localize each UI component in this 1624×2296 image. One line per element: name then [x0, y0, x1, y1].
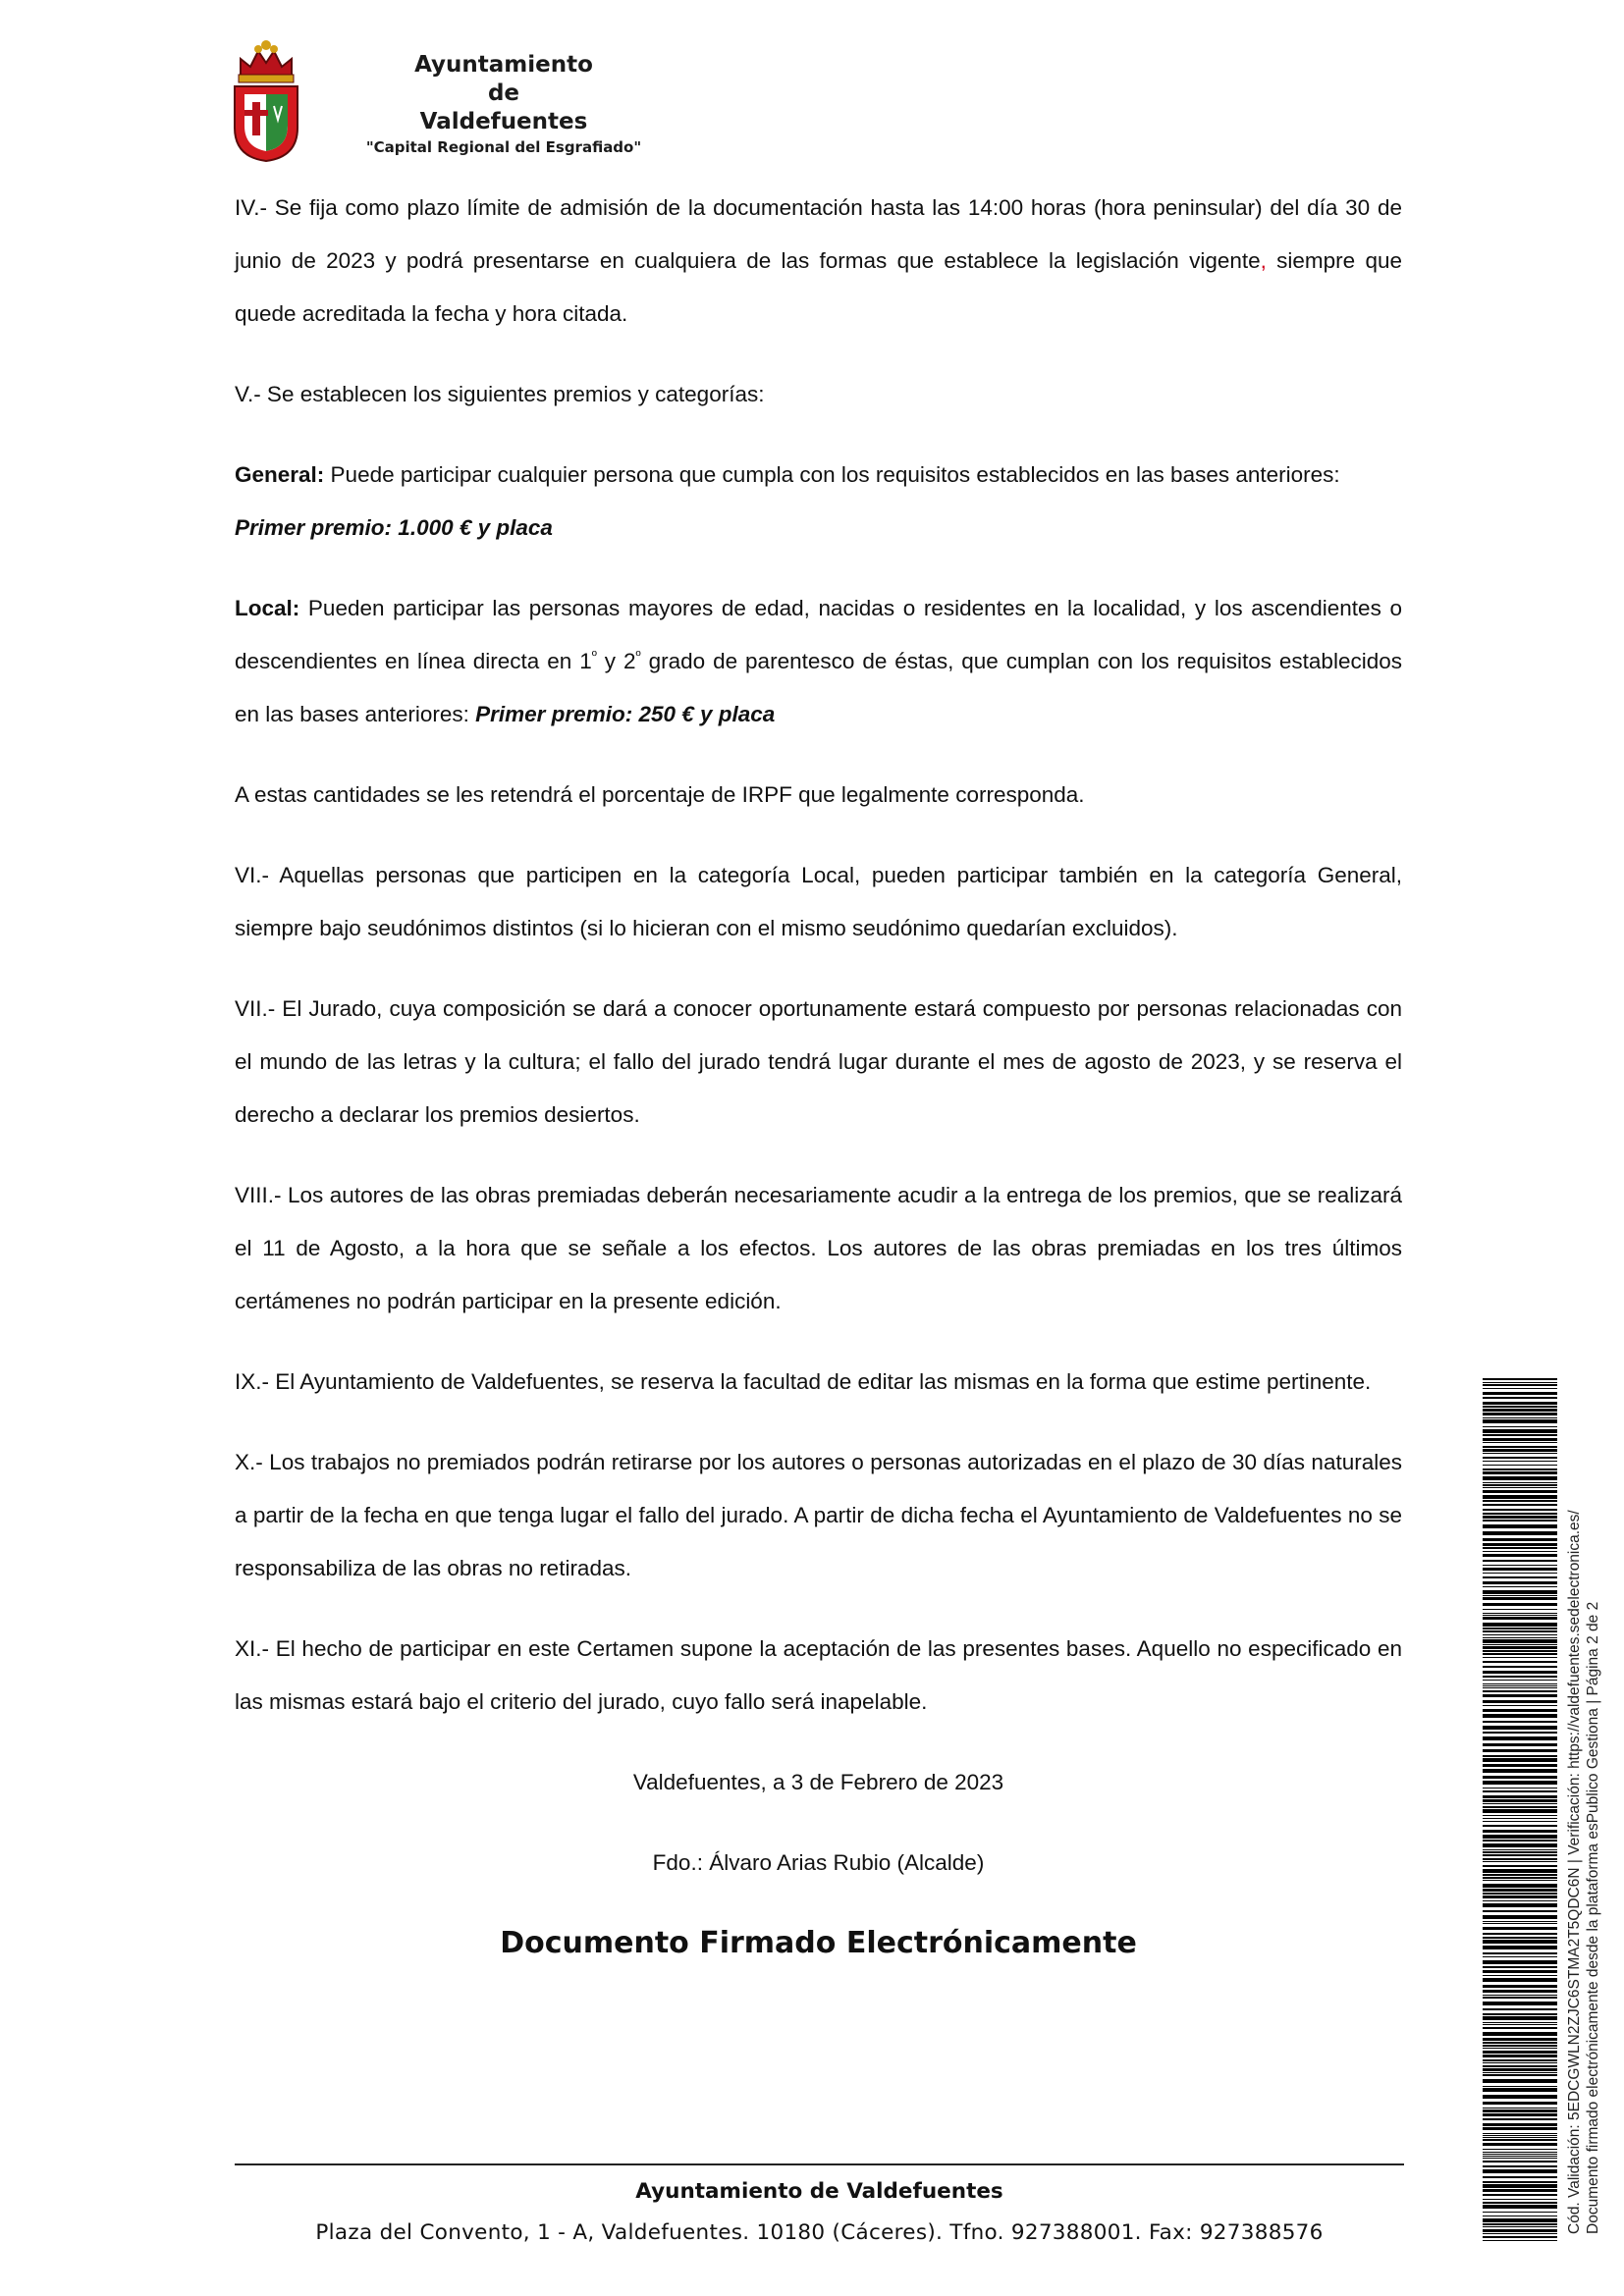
barcode-bar: [1483, 2055, 1557, 2057]
barcode-bar: [1483, 1554, 1557, 1557]
barcode-bar: [1483, 1504, 1557, 1506]
barcode-bar: [1483, 1413, 1557, 1415]
barcode-bar: [1483, 1910, 1557, 1912]
paragraph-x: X.- Los trabajos no premiados podrán retirarse por los autores o personas autorizadas en el plazo de 30 días naturales a partir de la fecha en que tenga lugar el fallo del jurado. A partir de dicha fecha el Ayuntamiento de Valdefuentes no se responsabiliza de las obras no retiradas.: [235, 1450, 1402, 1580]
barcode-bar: [1483, 1468, 1557, 1470]
signature-line: Fdo.: Álvaro Arias Rubio (Alcalde): [652, 1850, 985, 1875]
barcode-bar: [1483, 1933, 1557, 1935]
barcode-bar: [1483, 1573, 1557, 1574]
barcode-bar: [1483, 1700, 1557, 1703]
barcode-bar: [1483, 1923, 1557, 1924]
letterhead-slogan: "Capital Regional del Esgrafiado": [365, 138, 642, 156]
barcode-bar: [1483, 1513, 1557, 1515]
barcode-bar: [1483, 1453, 1557, 1454]
barcode-bar: [1483, 1799, 1557, 1802]
paragraph-iv-text: IV.- Se fija como plazo límite de admisión de la documentación hasta las 14:00 horas (hora peninsular) del día 30 de junio de 2023 y podrá presentarse en cualquiera de las formas que establece la legislación vigente: [235, 195, 1402, 273]
barcode-bar: [1483, 1442, 1557, 1443]
barcode-bar: [1483, 1956, 1557, 1957]
barcode-bar: [1483, 1854, 1557, 1856]
barcode-bar: [1483, 1613, 1557, 1614]
barcode-bar: [1483, 1758, 1557, 1762]
barcode-bar: [1483, 1409, 1557, 1412]
paragraph-vii: VII.- El Jurado, cuya composición se dará a conocer oportunamente estará compuesto por personas relacionadas con el mundo de las letras y la cultura; el fallo del jurado tendrá lugar durante el mes de agosto de 2023, y se reserva el derecho a declarar los premios desiertos.: [235, 996, 1402, 1127]
barcode-bar: [1483, 2045, 1557, 2047]
barcode-bar: [1483, 1861, 1557, 1862]
validation-text: [1565, 1510, 1602, 2234]
barcode-bar: [1483, 1500, 1557, 1502]
barcode-bar: [1483, 2158, 1557, 2159]
document-body: [235, 182, 1402, 1970]
barcode-bar: [1483, 2051, 1557, 2054]
barcode-bar: [1483, 1776, 1557, 1779]
barcode-bar: [1483, 1560, 1557, 1562]
paragraph-vi: VI.- Aquellas personas que participen en la categoría Local, pueden participar también en la categoría General, siempre bajo seudónimos distintos (si lo hicieran con el mismo seudónimo quedarían excluidos).: [235, 863, 1402, 940]
barcode-bar: [1483, 2027, 1557, 2029]
barcode-bar: [1483, 1551, 1557, 1552]
barcode-bar: [1483, 2202, 1557, 2204]
barcode-bar: [1483, 1597, 1557, 1600]
barcode-bar: [1483, 1726, 1557, 1730]
red-comma: ,: [1260, 248, 1267, 273]
paragraph-local: [235, 582, 1402, 741]
local-text-3: grado de parentesco de éstas, que cumplan con los requisitos establecidos en las bases anteriores:: [235, 649, 1402, 726]
barcode-bar: [1483, 2042, 1557, 2044]
barcode-bar: [1483, 2022, 1557, 2023]
barcode-bar: [1483, 1382, 1557, 1383]
barcode-bar: [1483, 1617, 1557, 1620]
barcode-bar: [1483, 2236, 1557, 2238]
barcode-bar: [1483, 1646, 1557, 1649]
barcode-bar: [1483, 1806, 1557, 1808]
barcode-bar: [1483, 1637, 1557, 1638]
barcode-bar: [1483, 1997, 1557, 1999]
barcode-bar: [1483, 1893, 1557, 1895]
local-text: Pueden participar las personas mayores de edad, nacidas o residentes en la localidad, y los ascendientes o descendientes en línea directa en 1: [235, 596, 1402, 673]
barcode-bar: [1483, 1830, 1557, 1833]
paragraph-iv-text-end: siempre que quede acreditada la fecha y hora citada.: [235, 248, 1402, 326]
barcode-bar: [1483, 1495, 1557, 1499]
barcode-bar: [1483, 2156, 1557, 2157]
barcode-bar: [1483, 2032, 1557, 2036]
barcode-bar: [1483, 1449, 1557, 1452]
barcode-bar: [1483, 1978, 1557, 1982]
paragraph-general: [235, 449, 1402, 555]
barcode-bar: [1483, 2127, 1557, 2130]
barcode-bar: [1483, 2108, 1557, 2109]
barcode-bar: [1483, 2223, 1557, 2225]
barcode-bar: [1483, 1849, 1557, 1850]
barcode-bar: [1483, 1547, 1557, 1549]
barcode-bar: [1483, 1568, 1557, 1571]
barcode-bar: [1483, 1874, 1557, 1876]
barcode-bar: [1483, 2189, 1557, 2192]
barcode-bar: [1483, 1940, 1557, 1944]
barcode-bar: [1483, 1915, 1557, 1919]
barcode-bar: [1483, 2002, 1557, 2005]
barcode-bar: [1483, 1524, 1557, 1528]
barcode-bar: [1483, 2139, 1557, 2141]
barcode-bar: [1483, 2137, 1557, 2138]
barcode-bar: [1483, 1809, 1557, 1813]
barcode-bar: [1483, 2194, 1557, 2196]
barcode-bar: [1483, 1795, 1557, 1798]
general-prize: Primer premio: 1.000 € y placa: [235, 515, 553, 540]
barcode-bar: [1483, 1788, 1557, 1789]
barcode-bar: [1483, 1858, 1557, 1860]
local-superscript-2: º: [635, 647, 641, 664]
barcode-bar: [1483, 1538, 1557, 1541]
barcode-bar: [1483, 1650, 1557, 1652]
barcode-bar: [1483, 1438, 1557, 1441]
barcode-bar: [1483, 2088, 1557, 2092]
barcode-bar: [1483, 2059, 1557, 2061]
barcode-bar: [1483, 2199, 1557, 2200]
barcode-bar: [1483, 1705, 1557, 1706]
barcode-bar: [1483, 2212, 1557, 2213]
barcode-bar: [1483, 1476, 1557, 1480]
barcode-bar: [1483, 1397, 1557, 1399]
barcode-bar: [1483, 1903, 1557, 1907]
paragraph-viii: VIII.- Los autores de las obras premiadas deberán necesariamente acudir a la entrega de los premios, que se realizará el 11 de Agosto, a la hora que se señale a los efectos. Los autores de las obras premiadas en los tres últimos certámenes no podrán participar en la presente edición.: [235, 1183, 1402, 1313]
barcode-bar: [1483, 1877, 1557, 1879]
barcode-bar: [1483, 1615, 1557, 1616]
barcode-bar: [1483, 1446, 1557, 1448]
barcode-bar: [1483, 1683, 1557, 1684]
paragraph-iv: [235, 182, 1402, 341]
footer: [235, 2171, 1404, 2254]
barcode-bar: [1483, 1490, 1557, 1493]
footer-name: Ayuntamiento de Valdefuentes: [635, 2179, 1003, 2204]
barcode-bar: [1483, 1966, 1557, 1968]
validation-line2: Documento firmado electrónicamente desde la plataforma esPublico Gestiona | Página 2 de 2: [1585, 1601, 1601, 2234]
barcode-bar: [1483, 1482, 1557, 1483]
paragraph-irpf: A estas cantidades se les retendrá el porcentaje de IRPF que legalmente corresponda.: [235, 782, 1085, 807]
barcode-bar: [1483, 1970, 1557, 1973]
barcode-bar: [1483, 1471, 1557, 1474]
barcode-bar: [1483, 1865, 1557, 1867]
letterhead-line3: Valdefuentes: [419, 109, 588, 134]
barcode-bar: [1483, 2118, 1557, 2120]
barcode-bar: [1483, 1581, 1557, 1584]
barcode-bar: [1483, 2161, 1557, 2163]
barcode-bar: [1483, 1764, 1557, 1767]
barcode-bar: [1483, 1714, 1557, 1718]
barcode-bar: [1483, 1749, 1557, 1752]
barcode-bar: [1483, 1781, 1557, 1785]
barcode-bar: [1483, 1666, 1557, 1668]
barcode-bar: [1483, 1790, 1557, 1792]
barcode-bar: [1483, 1736, 1557, 1740]
barcode-bar: [1483, 2165, 1557, 2167]
barcode-bar: [1483, 1457, 1557, 1459]
barcode-bar: [1483, 1937, 1557, 1939]
barcode-bar: [1483, 1543, 1557, 1546]
barcode-bar: [1483, 1818, 1557, 1819]
barcode-bar: [1483, 1825, 1557, 1827]
barcode-bar: [1483, 1623, 1557, 1627]
local-label: Local:: [235, 596, 300, 620]
barcode-bar: [1483, 1644, 1557, 1645]
barcode-bar: [1483, 2176, 1557, 2178]
barcode-bar: [1483, 2143, 1557, 2146]
barcode-bar: [1483, 1402, 1557, 1405]
letterhead-line1: Ayuntamiento: [414, 52, 593, 78]
barcode-bar: [1483, 2065, 1557, 2067]
barcode-bar: [1483, 2135, 1557, 2136]
barcode-bar: [1483, 2205, 1557, 2209]
place-date: Valdefuentes, a 3 de Febrero de 2023: [632, 1770, 1004, 1794]
barcode-bar: [1483, 2048, 1557, 2049]
barcode-bar: [1483, 1657, 1557, 1658]
barcode-bar: [1483, 1509, 1557, 1511]
barcode-bar: [1483, 2233, 1557, 2234]
barcode-bar: [1483, 1946, 1557, 1949]
barcode-bar: [1483, 2102, 1557, 2105]
validation-strip: [1483, 1378, 1624, 2242]
barcode-bar: [1483, 1732, 1557, 1734]
barcode-bar: [1483, 1630, 1557, 1632]
barcode-bar: [1483, 2038, 1557, 2041]
barcode-bar: [1483, 1388, 1557, 1389]
local-text-2: y 2: [596, 649, 636, 673]
barcode-bar: [1483, 1803, 1557, 1804]
barcode-bar: [1483, 2229, 1557, 2232]
barcode-bar: [1483, 1565, 1557, 1566]
barcode-bar: [1483, 1406, 1557, 1408]
barcode-bar: [1483, 1821, 1557, 1822]
barcode-bar: [1483, 1743, 1557, 1746]
barcode-bar: [1483, 1843, 1557, 1847]
barcode-bar: [1483, 1990, 1557, 1993]
barcode-bar: [1483, 1516, 1557, 1519]
barcode-bar: [1483, 1461, 1557, 1462]
barcode-bar: [1483, 2169, 1557, 2173]
barcode-bar: [1483, 1434, 1557, 1436]
local-superscript-1: º: [591, 647, 597, 664]
barcode-bar: [1483, 1880, 1557, 1881]
barcode-bar: [1483, 1680, 1557, 1681]
barcode-bar: [1483, 2149, 1557, 2150]
barcode-bar: [1483, 1889, 1557, 1892]
barcode-bar: [1483, 2062, 1557, 2063]
barcode-bar: [1483, 1755, 1557, 1757]
barcode-bar: [1483, 2123, 1557, 2126]
footer-address: Plaza del Convento, 1 - A, Valdefuentes. 10180 (Cáceres). Tfno. 927388001. Fax: 927388576: [315, 2220, 1324, 2245]
barcode-bar: [1483, 1426, 1557, 1427]
barcode-bar: [1483, 1603, 1557, 1606]
paragraph-xi: XI.- El hecho de participar en este Certamen supone la aceptación de las presentes bases. Aquello no especificado en las mismas estará bajo el criterio del jurado, cuyo fallo será inapelable.: [235, 1636, 1402, 1714]
barcode-bar: [1483, 2013, 1557, 2015]
barcode-bar: [1483, 1835, 1557, 1839]
barcode-bar: [1483, 2113, 1557, 2116]
barcode-bar: [1483, 1609, 1557, 1610]
barcode-bar: [1483, 2218, 1557, 2222]
barcode-bar: [1483, 1721, 1557, 1723]
coat-of-arms-logo: [231, 37, 301, 163]
barcode-bar: [1483, 2016, 1557, 2020]
barcode-bar: [1483, 1586, 1557, 1587]
barcode-bar: [1483, 1840, 1557, 1842]
barcode-bar: [1483, 2079, 1557, 2083]
general-label: General:: [235, 462, 325, 487]
barcode-bar: [1483, 1985, 1557, 1988]
barcode-bar: [1483, 1927, 1557, 1930]
validation-line1: Cód. Validación: 5EDCGWLN2ZJC6STMA2T5QDC6N | Verificación: https://valdefuentes.sedelectronica.es/: [1566, 1510, 1583, 2234]
barcode-bar: [1483, 2152, 1557, 2153]
local-prize: Primer premio: 250 € y placa: [475, 702, 776, 726]
barcode-bar: [1483, 1921, 1557, 1922]
barcode-bar: [1483, 2240, 1557, 2241]
barcode-bar: [1483, 1769, 1557, 1773]
barcode-bar: [1483, 1429, 1557, 1433]
barcode-bar: [1483, 2095, 1557, 2099]
barcode-bar: [1483, 1484, 1557, 1486]
letterhead-line2: de: [487, 80, 520, 106]
barcode-bar: [1483, 2184, 1557, 2188]
barcode-bar: [1483, 1378, 1557, 1380]
barcode-bar: [1483, 1595, 1557, 1596]
barcode-bar: [1483, 1869, 1557, 1873]
barcode-bar: [1483, 1487, 1557, 1488]
barcode-bar: [1483, 2109, 1557, 2112]
barcode-bar: [1483, 1952, 1557, 1954]
barcode-bar: [1483, 1671, 1557, 1674]
barcode-bar: [1483, 2008, 1557, 2010]
barcode-bar: [1483, 1995, 1557, 1996]
barcode-bar: [1483, 2068, 1557, 2071]
letterhead-text: [347, 51, 661, 156]
barcode-bar: [1483, 2133, 1557, 2134]
paragraph-ix: IX.- El Ayuntamiento de Valdefuentes, se reserva la facultad de editar las mismas en la forma que estime pertinente.: [235, 1369, 1372, 1394]
barcode-bar: [1483, 1628, 1557, 1629]
barcode-bar: [1483, 2024, 1557, 2025]
signed-notice: Documento Firmado Electrónicamente: [500, 1926, 1137, 1960]
footer-divider: [235, 2163, 1404, 2165]
barcode-bar: [1483, 2086, 1557, 2087]
barcode-bar: [1483, 2074, 1557, 2076]
barcode-bar: [1483, 1465, 1557, 1466]
barcode: [1483, 1378, 1557, 2242]
barcode-bar: [1483, 2072, 1557, 2073]
barcode-bar: [1483, 1634, 1557, 1635]
barcode-bar: [1483, 1392, 1557, 1395]
barcode-bar: [1483, 1690, 1557, 1692]
barcode-bar: [1483, 1417, 1557, 1418]
barcode-bar: [1483, 1520, 1557, 1522]
barcode-bar: [1483, 1576, 1557, 1578]
barcode-bar: [1483, 1960, 1557, 1964]
barcode-bar: [1483, 1590, 1557, 1594]
barcode-bar: [1483, 1884, 1557, 1888]
barcode-bar: [1483, 1676, 1557, 1678]
barcode-bar: [1483, 1896, 1557, 1898]
paragraph-v: V.- Se establecen los siguientes premios y categorías:: [235, 382, 765, 406]
barcode-bar: [1483, 1384, 1557, 1386]
barcode-bar: [1483, 2181, 1557, 2183]
barcode-bar: [1483, 1531, 1557, 1535]
barcode-bar: [1483, 1639, 1557, 1643]
general-text: Puede participar cualquier persona que cumpla con los requisitos establecidos en las bases anteriores:: [324, 462, 1340, 487]
barcode-bar: [1483, 2154, 1557, 2155]
barcode-bar: [1483, 1694, 1557, 1697]
barcode-bar: [1483, 1685, 1557, 1686]
barcode-bar: [1483, 1661, 1557, 1663]
barcode-bar: [1483, 1900, 1557, 1901]
barcode-bar: [1483, 1709, 1557, 1712]
barcode-bar: [1483, 1815, 1557, 1816]
barcode-bar: [1483, 1851, 1557, 1853]
barcode-bar: [1483, 1687, 1557, 1688]
barcode-bar: [1483, 1653, 1557, 1655]
barcode-bar: [1483, 2226, 1557, 2227]
barcode-bar: [1483, 1419, 1557, 1423]
barcode-bar: [1483, 1975, 1557, 1976]
